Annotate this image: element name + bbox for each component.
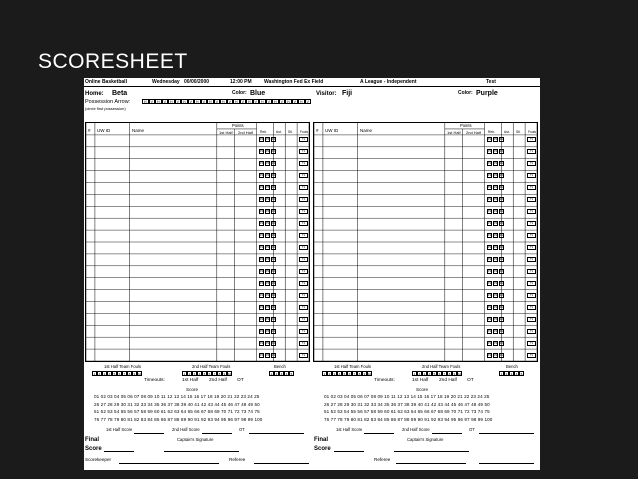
home-col-id: UW ID xyxy=(97,128,111,133)
home-tech-cells[interactable]: T1 xyxy=(299,305,308,309)
visitor-second-half-fouls-label: 2nd Half Team Fouls xyxy=(422,364,461,369)
home-tech-cells[interactable]: T1 xyxy=(299,257,308,261)
visitor-first-half-foul-box[interactable]: 4 xyxy=(338,372,341,376)
visitor-first-half-foul-box[interactable]: 7 xyxy=(353,372,356,376)
visitor-tech-cells[interactable]: T1 xyxy=(527,209,536,213)
home-color: Blue xyxy=(250,90,266,97)
home-captain-label: Captain's Signature xyxy=(177,437,214,442)
visitor-first-half-foul-box[interactable]: 10 xyxy=(368,372,372,376)
home-bench-foul-box[interactable]: 1 xyxy=(270,372,273,376)
home-tech-cells[interactable]: T1 xyxy=(299,233,308,237)
home-foul-cells[interactable]: P2 P3 P4 xyxy=(260,210,276,214)
visitor-label: Visitor: xyxy=(316,91,337,97)
home-col-num: # xyxy=(88,128,91,133)
visitor-second-half-foul-box[interactable]: 1 xyxy=(413,372,416,376)
home-col-reb: Reb. xyxy=(260,130,267,134)
home-first-half-foul-box[interactable]: 7 xyxy=(123,372,126,376)
visitor-foul-cells[interactable]: P2 P3 P4 xyxy=(488,354,504,358)
visitor-tech-cells[interactable]: T1 xyxy=(527,173,536,177)
possession-arrow-box[interactable]: H xyxy=(260,100,264,104)
home-foul-cells[interactable]: P2 P3 P4 xyxy=(260,150,276,154)
home-second-half-foul-box[interactable]: 2 xyxy=(188,372,191,376)
home-label: Home: xyxy=(85,91,104,97)
visitor-team: Fiji xyxy=(342,90,353,97)
possession-arrow-box[interactable]: H xyxy=(208,100,212,104)
header-divider xyxy=(84,86,540,87)
home-score-row[interactable]: 01 02 03 04 05 06 07 08 09 10 11 12 13 14 15 16 17 18 19 20 21 22 23 24 25 xyxy=(94,394,260,399)
home-tech-cells[interactable]: T1 xyxy=(299,197,308,201)
visitor-foul-cells[interactable]: P2 P3 P4 xyxy=(488,138,504,142)
visitor-score-row[interactable]: 01 02 03 04 05 06 07 08 09 10 11 12 13 14 15 16 17 18 19 20 21 22 23 24 25 xyxy=(324,394,490,399)
home-first-half-foul-box[interactable]: 5 xyxy=(113,372,116,376)
possession-arrow-box[interactable]: V xyxy=(253,99,260,104)
visitor-col-first_half: 1st Half xyxy=(447,130,461,135)
home-grid-lines xyxy=(86,123,309,361)
home-first-half-foul-box[interactable]: 8 xyxy=(128,372,131,376)
visitor-second-half-foul-box[interactable]: 10 xyxy=(458,372,462,376)
visitor-first-half-foul-box[interactable]: 3 xyxy=(333,372,336,376)
possession-label: Possession Arrow: xyxy=(85,99,131,105)
home-tech-cells[interactable]: T1 xyxy=(299,221,308,225)
possession-arrow-box[interactable]: H xyxy=(286,100,290,104)
possession-arrow-box[interactable]: V xyxy=(175,99,182,104)
home-tech-cells[interactable]: T1 xyxy=(299,341,308,345)
home-second-half-foul-box[interactable]: 5 xyxy=(203,372,206,376)
home-tech-cells[interactable]: T1 xyxy=(299,209,308,213)
visitor-tech-cells[interactable]: T1 xyxy=(527,341,536,345)
visitor-tech-cells[interactable]: T1 xyxy=(527,137,536,141)
home-second-half-foul-box[interactable]: 9 xyxy=(223,372,226,376)
visitor-first-half-foul-box[interactable]: 9 xyxy=(363,372,366,376)
visitor-second-half-foul-box[interactable]: 7 xyxy=(443,372,446,376)
home-first-half-foul-box[interactable]: 4 xyxy=(108,372,111,376)
possession-arrow-box[interactable]: H xyxy=(143,100,147,104)
visitor-col-second_half: 2nd Half xyxy=(466,130,481,135)
visitor-first-half-foul-box[interactable]: 5 xyxy=(343,372,346,376)
home-tech-cells[interactable]: T1 xyxy=(299,269,308,273)
league-name: Online Basketball xyxy=(85,79,127,85)
home-second-half-foul-box[interactable]: 10 xyxy=(228,372,232,376)
possession-arrow-box[interactable]: V xyxy=(240,99,247,104)
home-roster-table xyxy=(85,122,310,362)
home-first-half-foul-box[interactable]: 2 xyxy=(98,372,101,376)
possession-arrow-box[interactable]: V xyxy=(266,99,273,104)
visitor-foul-cells[interactable]: P2 P3 P4 xyxy=(488,186,504,190)
visitor-second-half-foul-box[interactable]: 6 xyxy=(438,372,441,376)
game-division: A League - Independent xyxy=(360,79,417,85)
visitor-score-label: Score xyxy=(416,387,429,392)
visitor-tech-cells[interactable]: T1 xyxy=(527,233,536,237)
home-foul-cells[interactable]: P2 P3 P4 xyxy=(260,222,276,226)
visitor-foul-cells[interactable]: P2 P3 P4 xyxy=(488,306,504,310)
visitor-foul-cells[interactable]: P2 P3 P4 xyxy=(488,234,504,238)
possession-arrow-box[interactable]: H xyxy=(221,100,225,104)
possession-arrow-box[interactable]: H xyxy=(247,100,251,104)
visitor-grid-lines xyxy=(314,123,537,361)
home-second-half-foul-box[interactable]: 3 xyxy=(193,372,196,376)
home-col-first_half: 1st Half xyxy=(219,130,233,135)
possession-arrow-box[interactable]: V xyxy=(188,99,195,104)
visitor-foul-cells[interactable]: P2 P3 P4 xyxy=(488,150,504,154)
home-bench-foul-box[interactable]: 5 xyxy=(290,372,293,376)
visitor-tech-cells[interactable]: T1 xyxy=(527,245,536,249)
home-referee-label: Referee xyxy=(229,457,246,462)
home-col-name: Name xyxy=(132,128,145,133)
home-col-second_half: 2nd Half xyxy=(238,130,253,135)
visitor-foul-cells[interactable]: P2 P3 P4 xyxy=(488,294,504,298)
home-score-row[interactable]: 51 52 53 54 55 56 57 58 59 60 61 62 63 64 65 66 67 68 69 70 71 72 73 74 75 xyxy=(94,409,260,414)
visitor-tech-cells[interactable]: T1 xyxy=(527,281,536,285)
visitor-bench-foul-box[interactable]: 3 xyxy=(510,372,513,376)
visitor-tech-cells[interactable]: T1 xyxy=(527,317,536,321)
home-score-row[interactable]: 26 27 28 29 30 31 32 33 34 35 36 37 38 39 40 41 42 43 44 45 46 47 48 49 50 xyxy=(94,401,260,407)
visitor-col-name: Name xyxy=(360,128,373,133)
visitor-score-row[interactable]: 76 77 78 79 80 81 82 83 84 85 86 87 88 89 90 91 92 93 94 95 96 97 98 99 100 xyxy=(324,416,493,422)
home-foul-cells[interactable]: P2 P3 P4 xyxy=(260,258,276,262)
home-col-fouls: Fouls xyxy=(300,130,309,134)
visitor-tech-cells[interactable]: T1 xyxy=(527,197,536,201)
possession-arrow-box[interactable]: V xyxy=(279,99,286,104)
home-team: Beta xyxy=(112,90,128,97)
visitor-color-label: Color: xyxy=(458,90,473,96)
possession-arrow-box[interactable]: H xyxy=(195,100,199,104)
home-foul-cells[interactable]: P2 P3 P4 xyxy=(260,294,276,298)
home-final-score-label: Score xyxy=(85,446,102,452)
home-first-half-foul-box[interactable]: 6 xyxy=(118,372,121,376)
possession-arrow-box[interactable]: H xyxy=(273,100,277,104)
visitor-roster-table xyxy=(313,122,538,362)
game-venue: Washington Fed Ex Field xyxy=(264,79,324,85)
home-tech-cells[interactable]: T1 xyxy=(299,149,308,153)
home-foul-cells[interactable]: P2 P3 P4 xyxy=(260,306,276,310)
home-ot-score-label: OT xyxy=(239,427,245,432)
home-points-header: Points xyxy=(232,123,244,128)
visitor-final-label: Final xyxy=(314,437,329,443)
visitor-timeouts-second: 2nd Half xyxy=(439,378,457,383)
visitor-timeouts-ot: OT xyxy=(467,378,474,383)
official-type: Test xyxy=(486,79,496,85)
home-foul-cells[interactable]: P2 P3 P4 xyxy=(260,354,276,358)
visitor-foul-cells[interactable]: P2 P3 P4 xyxy=(488,174,504,178)
visitor-second-half-foul-box[interactable]: 2 xyxy=(418,372,421,376)
visitor-col-stl: Stl. xyxy=(516,130,521,134)
home-first-half-foul-box[interactable]: 3 xyxy=(103,372,106,376)
home-timeouts-first: 1st Half xyxy=(182,378,199,383)
home-first-half-fouls-label: 1st Half Team Fouls xyxy=(104,364,141,369)
home-second-half-foul-boxes[interactable] xyxy=(182,371,232,376)
home-foul-cells[interactable]: P2 P3 P4 xyxy=(260,330,276,334)
possession-arrow-box[interactable]: H xyxy=(299,100,303,104)
possession-arrow-box[interactable]: V xyxy=(149,99,156,104)
visitor-referee-label: Referee xyxy=(374,457,391,462)
home-foul-cells[interactable]: P2 P3 P4 xyxy=(260,246,276,250)
visitor-first-half-foul-box[interactable]: 2 xyxy=(328,372,331,376)
visitor-col-num: # xyxy=(316,128,319,133)
home-referee-field[interactable] xyxy=(254,463,309,464)
visitor-tech-cells[interactable]: T1 xyxy=(527,329,536,333)
home-tech-cells[interactable]: T1 xyxy=(299,173,308,177)
visitor-color: Purple xyxy=(476,90,498,97)
possession-arrow-box[interactable]: H xyxy=(169,100,173,104)
home-first-half-foul-box[interactable]: 10 xyxy=(138,372,142,376)
possession-arrow-box[interactable]: H xyxy=(156,100,160,104)
home-bench-foul-box[interactable]: 2 xyxy=(275,372,278,376)
visitor-foul-cells[interactable]: P2 P3 P4 xyxy=(488,222,504,226)
home-foul-cells[interactable]: P2 P3 P4 xyxy=(260,162,276,166)
home-first-half-score-label: 1st Half Score xyxy=(106,427,133,432)
visitor-bench-boxes[interactable] xyxy=(499,371,524,376)
visitor-foul-cells[interactable]: P2 P3 P4 xyxy=(488,198,504,202)
home-tech-cells[interactable]: T1 xyxy=(299,281,308,285)
home-foul-cells[interactable]: P2 P3 P4 xyxy=(260,282,276,286)
visitor-timeouts-label: Timeouts: xyxy=(374,378,395,383)
visitor-foul-cells[interactable]: P2 P3 P4 xyxy=(488,246,504,250)
visitor-tech-cells[interactable]: T1 xyxy=(527,269,536,273)
home-bench-foul-box[interactable]: 3 xyxy=(280,372,283,376)
visitor-foul-cells[interactable]: P2 P3 P4 xyxy=(488,162,504,166)
home-captain-signature-field[interactable] xyxy=(164,451,239,452)
visitor-score-row[interactable]: 51 52 53 54 55 56 57 58 59 60 61 62 63 64 65 66 67 68 69 70 71 72 73 74 75 xyxy=(324,409,490,414)
visitor-tech-cells[interactable]: T1 xyxy=(527,161,536,165)
home-final-label: Final xyxy=(85,437,100,443)
visitor-bench-foul-box[interactable]: 1 xyxy=(500,372,503,376)
home-second-half-foul-box[interactable]: 7 xyxy=(213,372,216,376)
visitor-foul-cells[interactable]: P2 P3 P4 xyxy=(488,318,504,322)
home-foul-cells[interactable]: P2 P3 P4 xyxy=(260,186,276,190)
visitor-tech-cells[interactable]: T1 xyxy=(527,305,536,309)
home-second-half-foul-box[interactable]: 6 xyxy=(208,372,211,376)
visitor-bench-foul-box[interactable]: 4 xyxy=(515,372,518,376)
home-bench-boxes[interactable] xyxy=(269,371,294,376)
home-col-ast: Ast. xyxy=(276,130,282,134)
home-bench-label: Bench xyxy=(274,364,286,369)
home-color-label: Color: xyxy=(232,90,247,96)
home-foul-cells[interactable]: P2 P3 P4 xyxy=(260,318,276,322)
possession-arrow-box[interactable]: V xyxy=(305,99,312,104)
game-date: 00/00/2000 xyxy=(184,79,210,85)
possession-arrow-box[interactable]: H xyxy=(234,100,238,104)
visitor-first-half-score-label: 1st Half Score xyxy=(336,427,363,432)
visitor-second-half-foul-box[interactable]: 5 xyxy=(433,372,436,376)
visitor-score-row[interactable]: 26 27 28 29 30 31 32 33 34 35 36 37 38 39 40 41 42 43 44 45 46 47 48 49 50 xyxy=(324,401,490,407)
visitor-ot-score-label: OT xyxy=(469,427,475,432)
home-score-row[interactable]: 76 77 78 79 80 81 82 83 84 85 86 87 88 89 90 91 92 93 94 95 96 97 98 99 100 xyxy=(94,416,263,422)
visitor-bench-foul-box[interactable]: 5 xyxy=(520,372,523,376)
possession-arrow-box[interactable]: H xyxy=(182,100,186,104)
game-day: Wednesday xyxy=(152,79,180,85)
visitor-first-half-foul-box[interactable]: 1 xyxy=(323,372,326,376)
home-first-half-foul-boxes[interactable] xyxy=(92,371,142,376)
possession-arrow-box[interactable]: V xyxy=(214,99,221,104)
scorekeeper-label: Scorekeeper xyxy=(85,457,112,462)
home-tech-cells[interactable]: T1 xyxy=(299,293,308,297)
visitor-bench-foul-box[interactable]: 2 xyxy=(505,372,508,376)
possession-arrow-box[interactable]: V xyxy=(227,99,234,104)
home-foul-cells[interactable]: P2 P3 P4 xyxy=(260,198,276,202)
visitor-second-half-foul-box[interactable]: 9 xyxy=(453,372,456,376)
visitor-foul-cells[interactable]: P2 P3 P4 xyxy=(488,210,504,214)
visitor-first-half-foul-box[interactable]: 8 xyxy=(358,372,361,376)
visitor-first-half-foul-box[interactable]: 6 xyxy=(348,372,351,376)
visitor-first-half-foul-boxes[interactable] xyxy=(322,371,372,376)
visitor-second-half-foul-boxes[interactable] xyxy=(412,371,462,376)
visitor-points-header: Points xyxy=(460,123,472,128)
home-second-half-foul-box[interactable]: 4 xyxy=(198,372,201,376)
visitor-second-half-score-label: 2nd Half Score xyxy=(402,427,430,432)
possession-arrow-boxes[interactable] xyxy=(142,99,311,104)
visitor-captain-label: Captain's Signature xyxy=(407,437,444,442)
visitor-col-fouls: Fouls xyxy=(528,130,537,134)
visitor-tech-cells[interactable]: T1 xyxy=(527,221,536,225)
home-timeouts-ot: OT xyxy=(237,378,244,383)
possession-note: (circle first possession) xyxy=(85,106,126,111)
visitor-final-score-field[interactable] xyxy=(334,451,364,452)
home-foul-cells[interactable]: P2 P3 P4 xyxy=(260,234,276,238)
possession-arrow-box[interactable]: V xyxy=(162,99,169,104)
visitor-foul-cells[interactable]: P2 P3 P4 xyxy=(488,342,504,346)
home-bench-foul-box[interactable]: 4 xyxy=(285,372,288,376)
visitor-first-half-fouls-label: 1st Half Team Fouls xyxy=(334,364,371,369)
visitor-col-ast: Ast. xyxy=(504,130,510,134)
home-second-half-score-label: 2nd Half Score xyxy=(172,427,200,432)
home-foul-cells[interactable]: P2 P3 P4 xyxy=(260,138,276,142)
home-final-score-field[interactable] xyxy=(104,451,134,452)
game-time: 12:00 PM xyxy=(230,79,252,85)
visitor-foul-cells[interactable]: P2 P3 P4 xyxy=(488,282,504,286)
visitor-final-score-label: Score xyxy=(314,446,331,452)
visitor-second-half-foul-box[interactable]: 3 xyxy=(423,372,426,376)
visitor-tech-cells[interactable]: T1 xyxy=(527,353,536,357)
visitor-tech-cells[interactable]: T1 xyxy=(527,185,536,189)
scorekeeper-field[interactable] xyxy=(119,463,219,464)
home-score-label: Score xyxy=(186,387,199,392)
visitor-tech-cells[interactable]: T1 xyxy=(527,257,536,261)
extra-signature-field[interactable] xyxy=(479,463,534,464)
home-second-half-fouls-label: 2nd Half Team Fouls xyxy=(192,364,231,369)
home-tech-cells[interactable]: T1 xyxy=(299,245,308,249)
home-tech-cells[interactable]: T1 xyxy=(299,137,308,141)
visitor-tech-cells[interactable]: T1 xyxy=(527,149,536,153)
home-tech-cells[interactable]: T1 xyxy=(299,161,308,165)
visitor-col-reb: Reb. xyxy=(488,130,495,134)
home-tech-cells[interactable]: T1 xyxy=(299,329,308,333)
home-second-half-foul-box[interactable]: 1 xyxy=(183,372,186,376)
visitor-col-id: UW ID xyxy=(325,128,339,133)
home-first-half-foul-box[interactable]: 9 xyxy=(133,372,136,376)
visitor-tech-cells[interactable]: T1 xyxy=(527,293,536,297)
slide-title: SCORESHEET xyxy=(38,50,188,73)
visitor-second-half-foul-box[interactable]: 8 xyxy=(448,372,451,376)
visitor-referee-field[interactable] xyxy=(396,463,466,464)
possession-arrow-box[interactable]: V xyxy=(292,99,299,104)
home-col-stl: Stl. xyxy=(288,130,293,134)
visitor-second-half-foul-box[interactable]: 4 xyxy=(428,372,431,376)
home-foul-cells[interactable]: P2 P3 P4 xyxy=(260,270,276,274)
home-tech-cells[interactable]: T1 xyxy=(299,317,308,321)
visitor-bench-label: Bench xyxy=(506,364,518,369)
home-timeouts-label: Timeouts: xyxy=(144,378,165,383)
visitor-foul-cells[interactable]: P2 P3 P4 xyxy=(488,258,504,262)
home-first-half-foul-box[interactable]: 1 xyxy=(93,372,96,376)
home-foul-cells[interactable]: P2 P3 P4 xyxy=(260,174,276,178)
visitor-timeouts-first: 1st Half xyxy=(412,378,429,383)
home-foul-cells[interactable]: P2 P3 P4 xyxy=(260,342,276,346)
possession-arrow-box[interactable]: V xyxy=(201,99,208,104)
home-second-half-foul-box[interactable]: 8 xyxy=(218,372,221,376)
visitor-captain-signature-field[interactable] xyxy=(394,451,469,452)
home-tech-cells[interactable]: T1 xyxy=(299,185,308,189)
visitor-foul-cells[interactable]: P2 P3 P4 xyxy=(488,270,504,274)
home-tech-cells[interactable]: T1 xyxy=(299,353,308,357)
home-timeouts-second: 2nd Half xyxy=(209,378,227,383)
visitor-foul-cells[interactable]: P2 P3 P4 xyxy=(488,330,504,334)
scoresheet xyxy=(84,78,540,470)
